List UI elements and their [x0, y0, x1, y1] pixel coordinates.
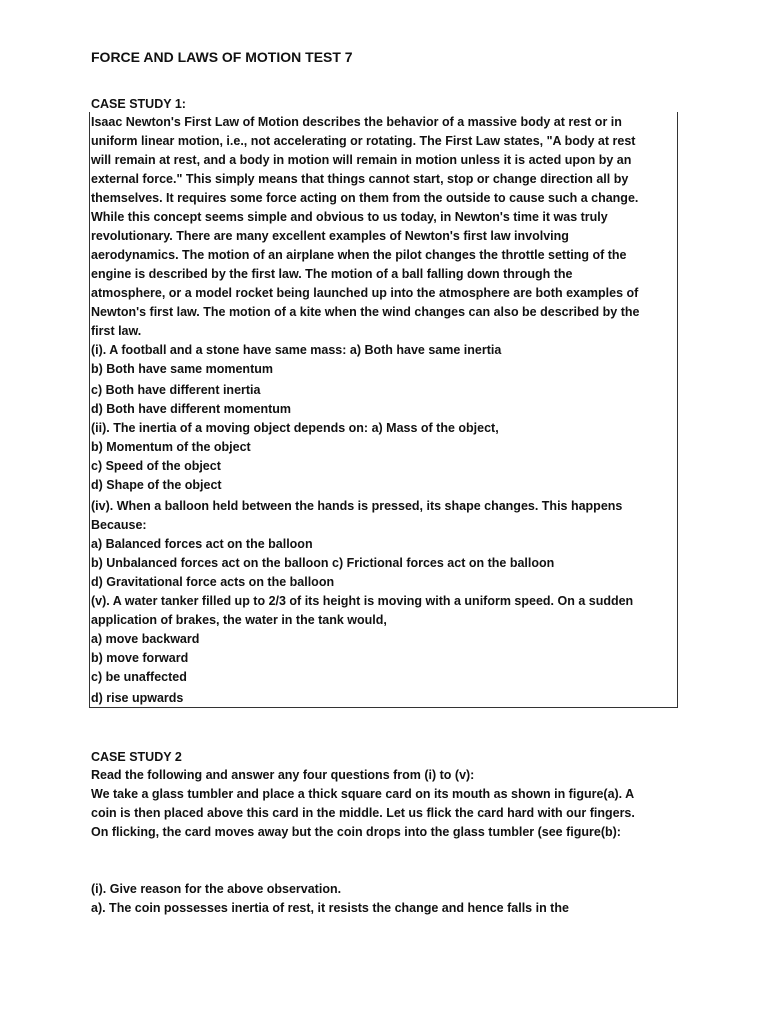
- option-b: b) Momentum of the object: [91, 440, 251, 454]
- question-v-continued: application of brakes, the water in the tank would,: [91, 613, 387, 627]
- option-d: d) Both have different momentum: [91, 402, 292, 416]
- case-study-2-line: We take a glass tumbler and place a thick square card on its mouth as shown in figure(a). A: [91, 787, 635, 801]
- case-study-2-line: On flicking, the card moves away but the coin drops into the glass tumbler (see figure(b):: [91, 825, 621, 839]
- option-d: d) Gravitational force acts on the balloon: [91, 575, 335, 589]
- case-study-1-line: themselves. It requires some force acting on them from the outside to cause such a change.: [91, 191, 639, 205]
- case-study-1-line: Newton's first law. The motion of a kite when the wind changes can also be described by the: [91, 305, 640, 319]
- option-d: d) rise upwards: [91, 691, 184, 705]
- question-v: (v). A water tanker filled up to 2/3 of its height is moving with a uniform speed. On a sudden: [91, 594, 634, 608]
- option-b-c: b) Unbalanced forces act on the balloon c) Frictional forces act on the balloon: [91, 556, 555, 570]
- case-study-1-line: aerodynamics. The motion of an airplane when the pilot changes the throttle setting of the: [91, 248, 627, 262]
- question-iv: (iv). When a balloon held between the hands is pressed, its shape changes. This happens: [91, 499, 623, 513]
- case-study-1-heading: CASE STUDY 1:: [91, 97, 186, 111]
- case-study-2-question-i: (i). Give reason for the above observation.: [91, 882, 342, 896]
- case-study-1-line: revolutionary. There are many excellent examples of Newton's first law involving: [91, 229, 569, 243]
- case-study-2-line: Read the following and answer any four questions from (i) to (v):: [91, 768, 475, 782]
- case-study-1-line: will remain at rest, and a body in motion will remain in motion unless it is acted upon by an: [91, 153, 632, 167]
- case-study-1-line: first law.: [91, 324, 142, 338]
- question-iv-continued: Because:: [91, 518, 147, 532]
- option-c: c) Both have different inertia: [91, 383, 261, 397]
- option-b: b) move forward: [91, 651, 189, 665]
- case-study-1-line: external force." This simply means that things cannot start, stop or change direction all by: [91, 172, 629, 186]
- option-c: c) be unaffected: [91, 670, 187, 684]
- option-d: d) Shape of the object: [91, 478, 222, 492]
- case-study-2-heading: CASE STUDY 2: [91, 750, 182, 764]
- case-study-1-line: uniform linear motion, i.e., not accelerating or rotating. The First Law states, "A body at rest: [91, 134, 636, 148]
- option-b: b) Both have same momentum: [91, 362, 273, 376]
- option-a: a) Balanced forces act on the balloon: [91, 537, 313, 551]
- case-study-2-answer-a: a). The coin possesses inertia of rest, it resists the change and hence falls in the: [91, 901, 569, 915]
- case-study-1-line: Isaac Newton's First Law of Motion describes the behavior of a massive body at rest or in: [91, 115, 622, 129]
- option-c: c) Speed of the object: [91, 459, 221, 473]
- case-study-1-line: While this concept seems simple and obvious to us today, in Newton's time it was truly: [91, 210, 608, 224]
- document-title: FORCE AND LAWS OF MOTION TEST 7: [91, 49, 353, 65]
- case-study-1-line: atmosphere, or a model rocket being launched up into the atmosphere are both examples of: [91, 286, 639, 300]
- option-a: a) move backward: [91, 632, 200, 646]
- case-study-1-line: engine is described by the first law. The motion of a ball falling down through the: [91, 267, 573, 281]
- question-i: (i). A football and a stone have same mass: a) Both have same inertia: [91, 343, 502, 357]
- question-ii: (ii). The inertia of a moving object depends on: a) Mass of the object,: [91, 421, 499, 435]
- case-study-2-line: coin is then placed above this card in the middle. Let us flick the card hard with our fingers.: [91, 806, 635, 820]
